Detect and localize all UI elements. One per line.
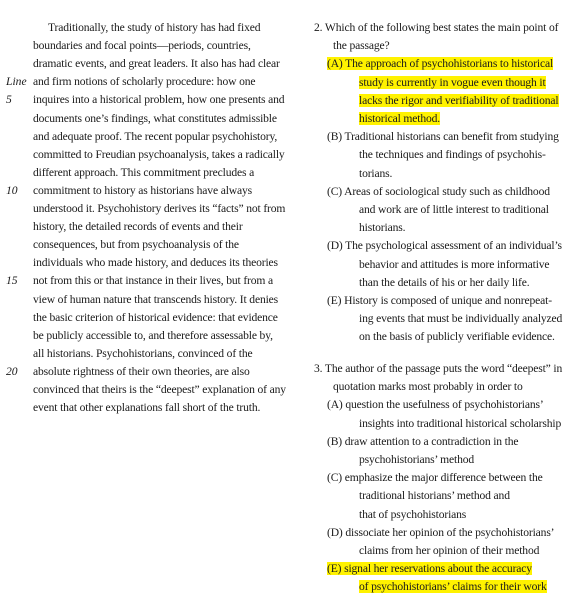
passage-text: be publicly accessible to, and therefore assessable by, bbox=[33, 328, 273, 342]
answer-option[interactable] bbox=[359, 328, 555, 346]
passage-line bbox=[0, 381, 300, 399]
question-stem: quotation marks most probably in order to bbox=[333, 380, 523, 394]
passage-text: convinced that theirs is the “deepest” explanation of any bbox=[33, 383, 286, 396]
passage-line bbox=[0, 19, 300, 37]
answer-text: and work are of little interest to traditional bbox=[359, 203, 549, 216]
answer-option[interactable] bbox=[327, 55, 553, 73]
answer-text: (B) Traditional historians can benefit from studying bbox=[327, 130, 559, 144]
passage-text: different approach. This commitment precludes a bbox=[33, 165, 255, 179]
passage-line bbox=[0, 128, 300, 146]
passage-text: boundaries and focal points—periods, countries, bbox=[33, 39, 251, 53]
passage-text: documents one’s findings, what constitutes admissible bbox=[33, 111, 277, 125]
passage-text: consequences, but from psychoanalysis of the bbox=[33, 238, 239, 252]
passage-line bbox=[0, 363, 300, 381]
line-number: 5 bbox=[6, 93, 12, 107]
answer-text: the techniques and findings of psychohis- bbox=[359, 148, 546, 162]
answer-option[interactable] bbox=[359, 92, 559, 110]
passage-text: dramatic events, and great leaders. It also has had clear bbox=[33, 57, 280, 71]
answer-text: (D) The psychological assessment of an individual’s bbox=[327, 239, 562, 253]
passage-line bbox=[0, 146, 300, 164]
question-stem: 3. The author of the passage puts the word “deepest” in bbox=[314, 362, 563, 375]
passage-text: history, the detailed records of events and their bbox=[33, 220, 243, 234]
passage-line bbox=[0, 272, 300, 290]
highlighted-answer-text: study is currently in vogue even though it bbox=[359, 75, 546, 89]
passage-text: commitment to history as historians have always bbox=[33, 183, 252, 197]
passage-line bbox=[0, 236, 300, 254]
passage-line bbox=[0, 37, 300, 55]
passage-text: all historians. Psychohistorians, convinced of the bbox=[33, 346, 253, 360]
answer-option[interactable] bbox=[359, 487, 510, 505]
answer-text: (B) draw attention to a contradiction in the bbox=[327, 434, 519, 448]
passage-text: Traditionally, the study of history has had fixed bbox=[48, 21, 261, 34]
line-number: 10 bbox=[6, 183, 18, 197]
answer-option[interactable] bbox=[327, 128, 559, 146]
passage-text: absolute rightness of their own theories, are also bbox=[33, 364, 250, 378]
answer-option[interactable] bbox=[359, 415, 561, 433]
passage-text: the basic criterion of historical evidence: that evidence bbox=[33, 310, 278, 324]
answer-option[interactable] bbox=[359, 74, 546, 92]
answer-text: psychohistorians’ method bbox=[359, 453, 475, 466]
passage-line bbox=[0, 200, 300, 218]
line-number: 15 bbox=[6, 274, 18, 288]
answer-option[interactable] bbox=[359, 274, 529, 292]
answer-text: (E) History is composed of unique and nonrepeat- bbox=[327, 294, 552, 307]
answer-text: ing events that must be individually analyzed bbox=[359, 312, 563, 326]
answer-option[interactable] bbox=[359, 146, 546, 164]
highlighted-answer-text: of psychohistorians’ claims for their work bbox=[359, 580, 547, 594]
answer-text: torians. bbox=[359, 166, 393, 180]
question-stem: the passage? bbox=[333, 39, 390, 53]
answer-option[interactable] bbox=[359, 451, 474, 469]
passage-line bbox=[0, 291, 300, 309]
answer-option[interactable] bbox=[327, 292, 552, 310]
passage-line bbox=[0, 218, 300, 236]
passage-line bbox=[0, 254, 300, 272]
answer-text: (A) question the usefulness of psychohistorians’ bbox=[327, 398, 544, 412]
answer-text: insights into traditional historical scholarship bbox=[359, 416, 562, 430]
line-number: Line bbox=[6, 75, 27, 89]
passage-text: view of human nature that transcends history. It denies bbox=[33, 292, 279, 306]
question-stem: 2. Which of the following best states the main point of bbox=[314, 21, 559, 34]
answer-option[interactable] bbox=[359, 506, 466, 524]
answer-text: (C) Areas of sociological study such as childhood bbox=[327, 184, 550, 198]
answer-text: historians. bbox=[359, 221, 406, 235]
answer-text: that of psychohistorians bbox=[359, 507, 467, 521]
passage-text: inquires into a historical problem, how one presents and bbox=[33, 93, 285, 107]
answer-text: (D) dissociate her opinion of the psychohistorians’ bbox=[327, 525, 555, 539]
answer-text: claims from her opinion of their method bbox=[359, 544, 540, 557]
passage-text: event that other explanations fall short of the truth. bbox=[33, 401, 261, 415]
passage-line bbox=[0, 110, 300, 128]
passage-line bbox=[0, 345, 300, 363]
answer-text: (C) emphasize the major difference between the bbox=[327, 471, 543, 485]
passage-line bbox=[0, 399, 300, 417]
answer-option[interactable] bbox=[327, 469, 543, 487]
passage-line bbox=[0, 327, 300, 345]
answer-option[interactable] bbox=[359, 165, 392, 183]
answer-option[interactable] bbox=[327, 183, 550, 201]
answer-option[interactable] bbox=[359, 219, 405, 237]
answer-option[interactable] bbox=[359, 110, 440, 128]
passage-text: understood it. Psychohistory derives its “facts” not from bbox=[33, 202, 286, 215]
passage-line bbox=[0, 182, 300, 200]
passage-line bbox=[0, 164, 300, 182]
passage-line bbox=[0, 309, 300, 327]
highlighted-answer-text: (E) signal her reservations about the accuracy bbox=[327, 562, 532, 576]
passage-line bbox=[0, 55, 300, 73]
answer-text: traditional historians’ method and bbox=[359, 489, 510, 503]
passage-line bbox=[0, 91, 300, 109]
highlighted-answer-text: (A) The approach of psychohistorians to historical bbox=[327, 57, 554, 71]
highlighted-answer-text: historical method. bbox=[359, 112, 441, 125]
passage-text: and firm notions of scholarly procedure: how one bbox=[33, 75, 256, 89]
line-number: 20 bbox=[6, 364, 18, 378]
passage-text: individuals who made history, and deduces its theories bbox=[33, 256, 278, 270]
answer-option[interactable] bbox=[327, 396, 544, 414]
answer-option[interactable] bbox=[327, 560, 532, 578]
answer-option[interactable] bbox=[359, 578, 547, 596]
answer-option[interactable] bbox=[359, 256, 549, 274]
answer-option[interactable] bbox=[327, 433, 518, 451]
answer-option[interactable] bbox=[359, 542, 539, 560]
passage-text: not from this or that instance in their lives, but from a bbox=[33, 274, 274, 288]
answer-text: than the details of his or her daily life. bbox=[359, 275, 530, 289]
answer-text: behavior and attitudes is more informative bbox=[359, 257, 550, 271]
passage-text: committed to Freudian psychoanalysis, takes a radically bbox=[33, 147, 285, 161]
highlighted-answer-text: lacks the rigor and verifiability of traditional bbox=[359, 93, 559, 107]
passage-text: and adequate proof. The recent popular psychohistory, bbox=[33, 129, 278, 143]
answer-option[interactable] bbox=[327, 237, 562, 255]
answer-option[interactable] bbox=[359, 201, 549, 219]
passage-line bbox=[0, 73, 300, 91]
answer-text: on the basis of publicly verifiable evidence. bbox=[359, 330, 555, 344]
answer-option[interactable] bbox=[359, 310, 562, 328]
answer-option[interactable] bbox=[327, 524, 554, 542]
